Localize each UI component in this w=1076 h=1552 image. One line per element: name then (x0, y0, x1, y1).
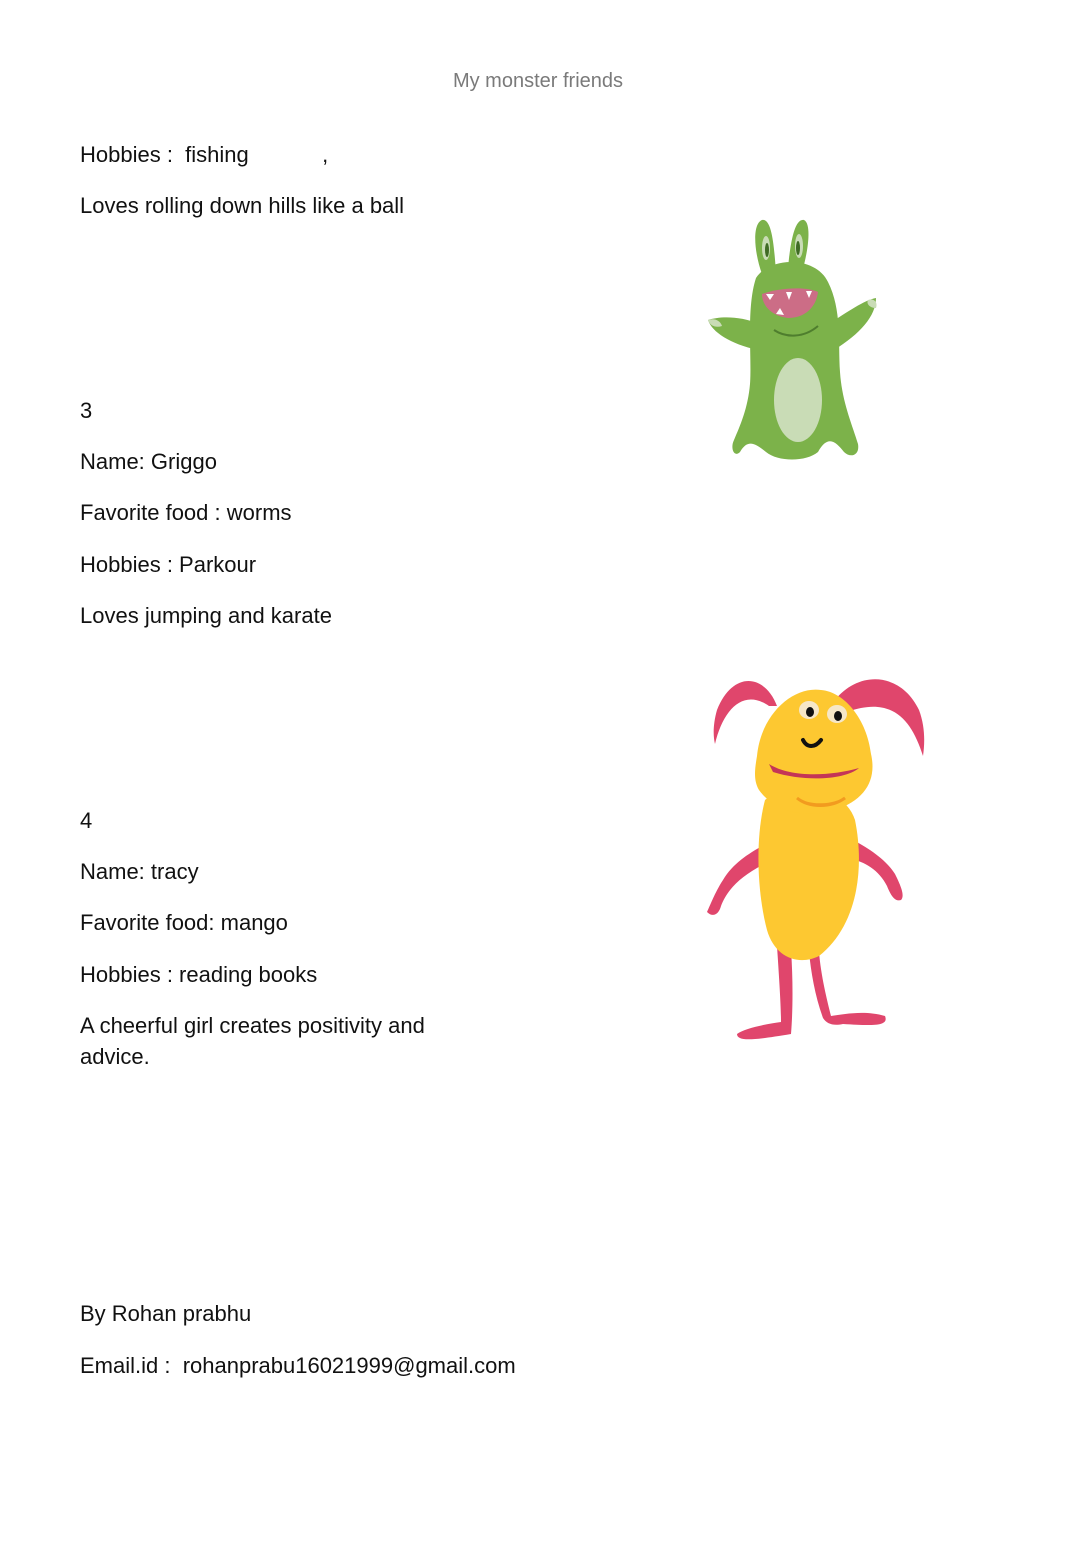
green-monster-illustration (700, 212, 885, 467)
hobbies-line: Hobbies : Parkour (80, 552, 257, 577)
name-line: Name: Griggo (80, 449, 217, 474)
hobbies-line: Hobbies : reading books (80, 962, 318, 987)
email-line: Email.id : rohanprabu16021999@gmail.com (80, 1353, 516, 1378)
favorite-food-line: Favorite food: mango (80, 910, 288, 935)
entry-number: 3 (80, 398, 93, 423)
author-line: By Rohan prabhu (80, 1301, 252, 1326)
description-line: A cheerful girl creates positivity and advice. (80, 1013, 425, 1069)
name-line: Name: tracy (80, 859, 199, 884)
description-line: Loves jumping and karate (80, 603, 332, 628)
description-line: Loves rolling down hills like a ball (80, 193, 405, 218)
entry-number: 4 (80, 808, 93, 833)
favorite-food-line: Favorite food : worms (80, 500, 292, 525)
hobbies-line: Hobbies : fishing , (80, 142, 329, 167)
yellow-monster-illustration (695, 660, 930, 1050)
page-title: My monster friends (452, 70, 624, 92)
